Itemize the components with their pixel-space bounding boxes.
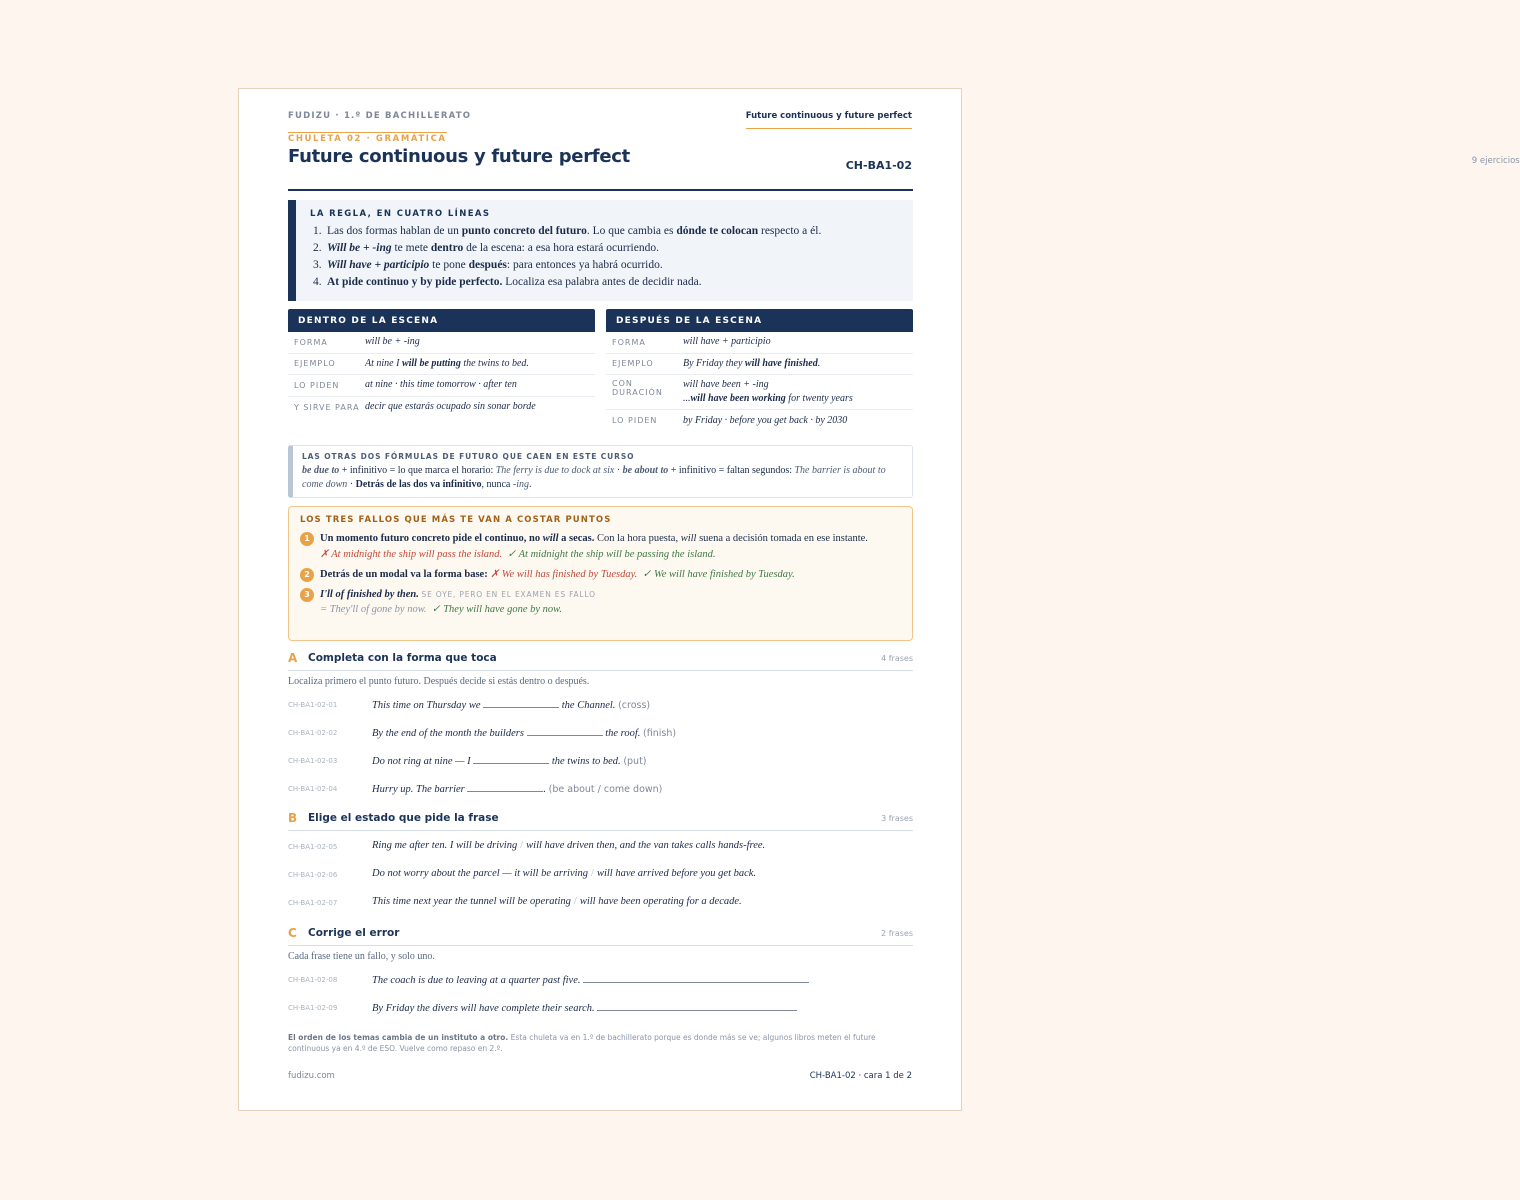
exercise-row: CH-BA1-02-06 Do not worry about the parcel — it will be arriving / will have arrived before you get back. (288, 868, 757, 879)
exercise-row: CH-BA1-02-07 This time next year the tunnel will be operating / will have been operating for a decade. (288, 896, 742, 907)
exercise-row: CH-BA1-02-02 By the end of the month the builders the roof. (finish) (288, 728, 677, 739)
rule-item-4: 4. At pide continuo y by pide perfecto. Localiza esa palabra antes de decidir nada. (313, 276, 702, 288)
sheet-label: CHULETA 02 · GRAMÁTICA (288, 134, 447, 144)
after-table-heading: DESPUÉS DE LA ESCENA (606, 309, 913, 332)
section-b-header: B Elige el estado que pide la frase 3 frases (288, 811, 913, 831)
inside-scene-table (288, 309, 595, 418)
table-row: Y SIRVE PARA decir que estarás ocupado sin sonar borde (294, 401, 536, 413)
right-example: ✓ They will have gone by now. (431, 604, 563, 615)
header-divider (288, 189, 913, 191)
exercise-row: CH-BA1-02-05 Ring me after ten. I will be driving / will have driven then, and the van takes calls hands-free. (288, 840, 766, 851)
answer-blank[interactable] (473, 754, 549, 764)
section-c-instructions: Cada frase tiene un fallo, y solo uno. (288, 951, 435, 962)
table-row: CON DURACIÓN will have been + -ing ...will have been working for twenty years (606, 375, 913, 410)
exercise-row: CH-BA1-02-08 The coach is due to leaving at a quarter past five. (288, 973, 913, 989)
common-errors-box (288, 506, 913, 641)
exercise-row: CH-BA1-02-01 This time on Thursday we the Channel. (cross) (288, 700, 651, 711)
choice-option[interactable]: will have been operating for a decade. (579, 896, 742, 907)
table-row: EJEMPLO By Friday they will have finished. (606, 354, 913, 376)
answer-blank[interactable] (527, 726, 603, 736)
table-row: LO PIDEN at nine · this time tomorrow · after ten (288, 375, 595, 397)
header-kicker: FUDIZU · 1.º DE BACHILLERATO (288, 111, 472, 121)
exercise-count: 9 ejercicios (1471, 156, 1520, 166)
error-item-1: 1 Un momento futuro concreto pide el continuo, no will a secas. Con la hora puesta, will suena a decisión tomada en ese instante. ✗ At midnight the ship will pass the island. ✓ At midnight the ship will be passing the island. (300, 531, 901, 562)
exercise-row: CH-BA1-02-09 By Friday the divers will have complete their search. (288, 1001, 913, 1017)
section-a-header: A Completa con la forma que toca 4 frases (288, 651, 913, 671)
right-example: ✓ At midnight the ship will be passing the island. (507, 549, 716, 560)
rule-item-1: 1. Las dos formas hablan de un punto concreto del futuro. Lo que cambia es dónde te colocan respecto a él. (313, 225, 822, 237)
page-title: Future continuous y future perfect (288, 146, 630, 167)
page-indicator: CH-BA1-02 · cara 1 de 2 (809, 1071, 912, 1081)
choice-option[interactable]: will have driven then, and the van takes calls hands-free. (526, 840, 766, 851)
error-number-badge: 1 (300, 532, 314, 546)
error-number-badge: 3 (300, 588, 314, 602)
table-row: FORMA will have + participio (606, 332, 913, 354)
section-a-instructions: Localiza primero el punto futuro. Después decide si estás dentro o después. (288, 676, 590, 687)
inside-table-heading: DENTRO DE LA ESCENA (288, 309, 595, 332)
choice-option[interactable]: This time next year the tunnel will be operating (372, 896, 571, 907)
rule-item-3: 3. Will have + participio te pone después: para entonces ya habrá ocurrido. (313, 259, 663, 271)
other-formulas-box (288, 445, 913, 498)
exercise-row: CH-BA1-02-04 Hurry up. The barrier . (be about / come down) (288, 784, 663, 795)
error-item-2: 2 Detrás de un modal va la forma base: ✗ We will has finished by Tuesday. ✓ We will have finished by Tuesday. (300, 567, 901, 582)
alt-example: = They'll of gone by now. (320, 604, 427, 615)
site-link[interactable]: fudizu.com (288, 1071, 335, 1081)
wrong-example: ✗ At midnight the ship will pass the island. (320, 549, 503, 560)
choice-option[interactable]: will have arrived before you get back. (596, 868, 757, 879)
correction-line[interactable] (583, 973, 809, 983)
answer-blank[interactable] (483, 698, 559, 708)
right-example: ✓ We will have finished by Tuesday. (642, 569, 795, 580)
errors-heading: LOS TRES FALLOS QUE MÁS TE VAN A COSTAR PUNTOS (300, 515, 612, 525)
error-number-badge: 2 (300, 568, 314, 582)
worksheet-page (238, 88, 1520, 1111)
header-meta (845, 156, 1520, 172)
formulas-heading: LAS OTRAS DOS FÓRMULAS DE FUTURO QUE CAEN EN ESTE CURSO (302, 452, 635, 461)
answer-blank[interactable] (467, 782, 543, 792)
choice-option[interactable]: Ring me after ten. I will be driving (372, 840, 518, 851)
wrong-example: ✗ We will has finished by Tuesday. (490, 569, 638, 580)
exercise-row: CH-BA1-02-03 Do not ring at nine — I the twins to bed. (put) (288, 756, 647, 767)
formulas-text: be due to + infinitivo = lo que marca el horario: The ferry is due to dock at six · be about to + infinitivo = faltan segundos: The barrier is about to come down · Detrás de las dos va infinitivo, nunca -ing. (302, 465, 886, 490)
error-note: SE OYE, PERO EN EL EXAMEN ES FALLO (421, 590, 596, 599)
choice-option[interactable]: Do not worry about the parcel — it will be arriving (372, 868, 589, 879)
rule-item-2: 2. Will be + -ing te mete dentro de la escena: a esa hora estará ocurriendo. (313, 242, 659, 254)
error-item-3: 3 I'll of finished by then. SE OYE, PERO EN EL EXAMEN ES FALLO = They'll of gone by now. ✓ They will have gone by now. (300, 587, 901, 617)
after-scene-table (606, 309, 913, 432)
sheet-code: CH-BA1-02 (845, 159, 912, 172)
table-row: LO PIDEN by Friday · before you get back · by 2030 (612, 414, 848, 426)
rule-list (310, 223, 899, 291)
section-c-header: C Corrige el error 2 frases (288, 926, 913, 946)
table-row: EJEMPLO At nine I will be putting the twins to bed. (288, 354, 595, 376)
correction-line[interactable] (597, 1001, 797, 1011)
running-title: Future continuous y future perfect (746, 111, 912, 129)
rule-box (288, 200, 913, 301)
footer-note: El orden de los temas cambia de un instituto a otro. Esta chuleta va en 1.º de bachillerato porque es donde más se ve; algunos libros meten el future continuous ya en 4.º de ESO. Vuelve como repaso en 2.º. (288, 1033, 876, 1053)
table-row: FORMA will be + -ing (288, 332, 595, 354)
rule-heading: LA REGLA, EN CUATRO LÍNEAS (310, 209, 491, 219)
